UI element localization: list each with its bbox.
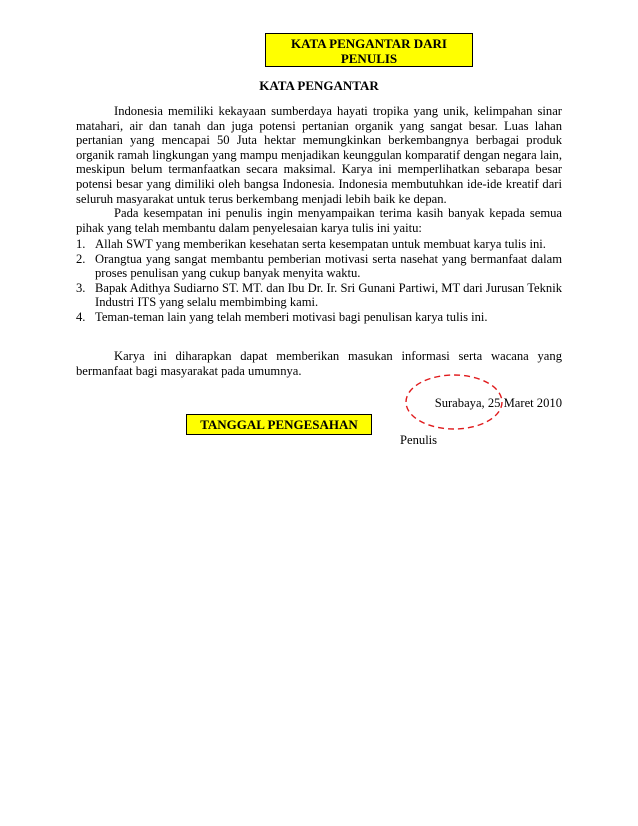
list-item: [76, 237, 562, 252]
paragraph-closing: Karya ini diharapkan dapat memberikan masukan informasi serta wacana yang bermanfaat bagi masyarakat pada umumnya.: [76, 349, 562, 378]
list-item: [76, 281, 562, 310]
list-item: [76, 252, 562, 281]
list-item-text: Bapak Adithya Sudiarno ST. MT. dan Ibu Dr. Ir. Sri Gunani Partiwi, MT dari Jurusan Teknik Industri ITS yang selalu membimbing kami.: [95, 280, 562, 310]
list-item-text: Orangtua yang sangat membantu pemberian motivasi serta nasehat yang bermanfaat dalam proses penulisan yang cukup banyak menyita waktu.: [95, 251, 562, 281]
list-item-number: 2.: [76, 251, 86, 266]
paragraph-thanks: Pada kesempatan ini penulis ingin menyampaikan terima kasih banyak kepada semua pihak yang telah membantu dalam penyelesaian karya tulis ini yaitu:: [76, 206, 562, 235]
paragraph-intro: Indonesia memiliki kekayaan sumberdaya hayati tropika yang unik, kelimpahan sinar matahari, air dan tanah dan juga potensi pertanian organik yang sangat besar. Luas lahan pertanian yang mencapai 50 Juta hektar memungkinkan berkembangnya berbagai produk organik ramah lingkungan yang mampu menjadikan keunggulan komparatif dengan negara lain, meskipun belum termanfaatkan secara maksimal. Karya ini memperlihatkan sebarapa besar potensi besar yang dimiliki oleh bangsa Indonesia. Indonesia membutuhkan ide-ide kreatif dari seluruh masyarakat untuk terus berkembang menjadi lebih baik ke depan.: [76, 104, 562, 206]
date-highlight-ellipse: [406, 375, 502, 429]
page-title: KATA PENGANTAR: [259, 78, 379, 93]
date-highlight-circle: [402, 371, 506, 433]
list-item-text: Allah SWT yang memberikan kesehatan serta kesempatan untuk membuat karya tulis ini.: [95, 237, 546, 251]
thanks-list: [76, 237, 562, 325]
list-item-number: 3.: [76, 280, 86, 295]
date-line: Surabaya, 25 Maret 2010: [434, 396, 562, 410]
list-item-text: Teman-teman lain yang telah memberi motivasi bagi penulisan karya tulis ini.: [95, 309, 488, 324]
list-item: [76, 310, 562, 325]
list-item-number: 4.: [76, 309, 86, 324]
callout-cover-label: KATA PENGANTAR DARI PENULIS: [265, 33, 473, 67]
callout-date-label: TANGGAL PENGESAHAN: [186, 414, 372, 435]
signer-label: Penulis: [400, 433, 438, 447]
list-item-number: 1.: [76, 237, 86, 251]
